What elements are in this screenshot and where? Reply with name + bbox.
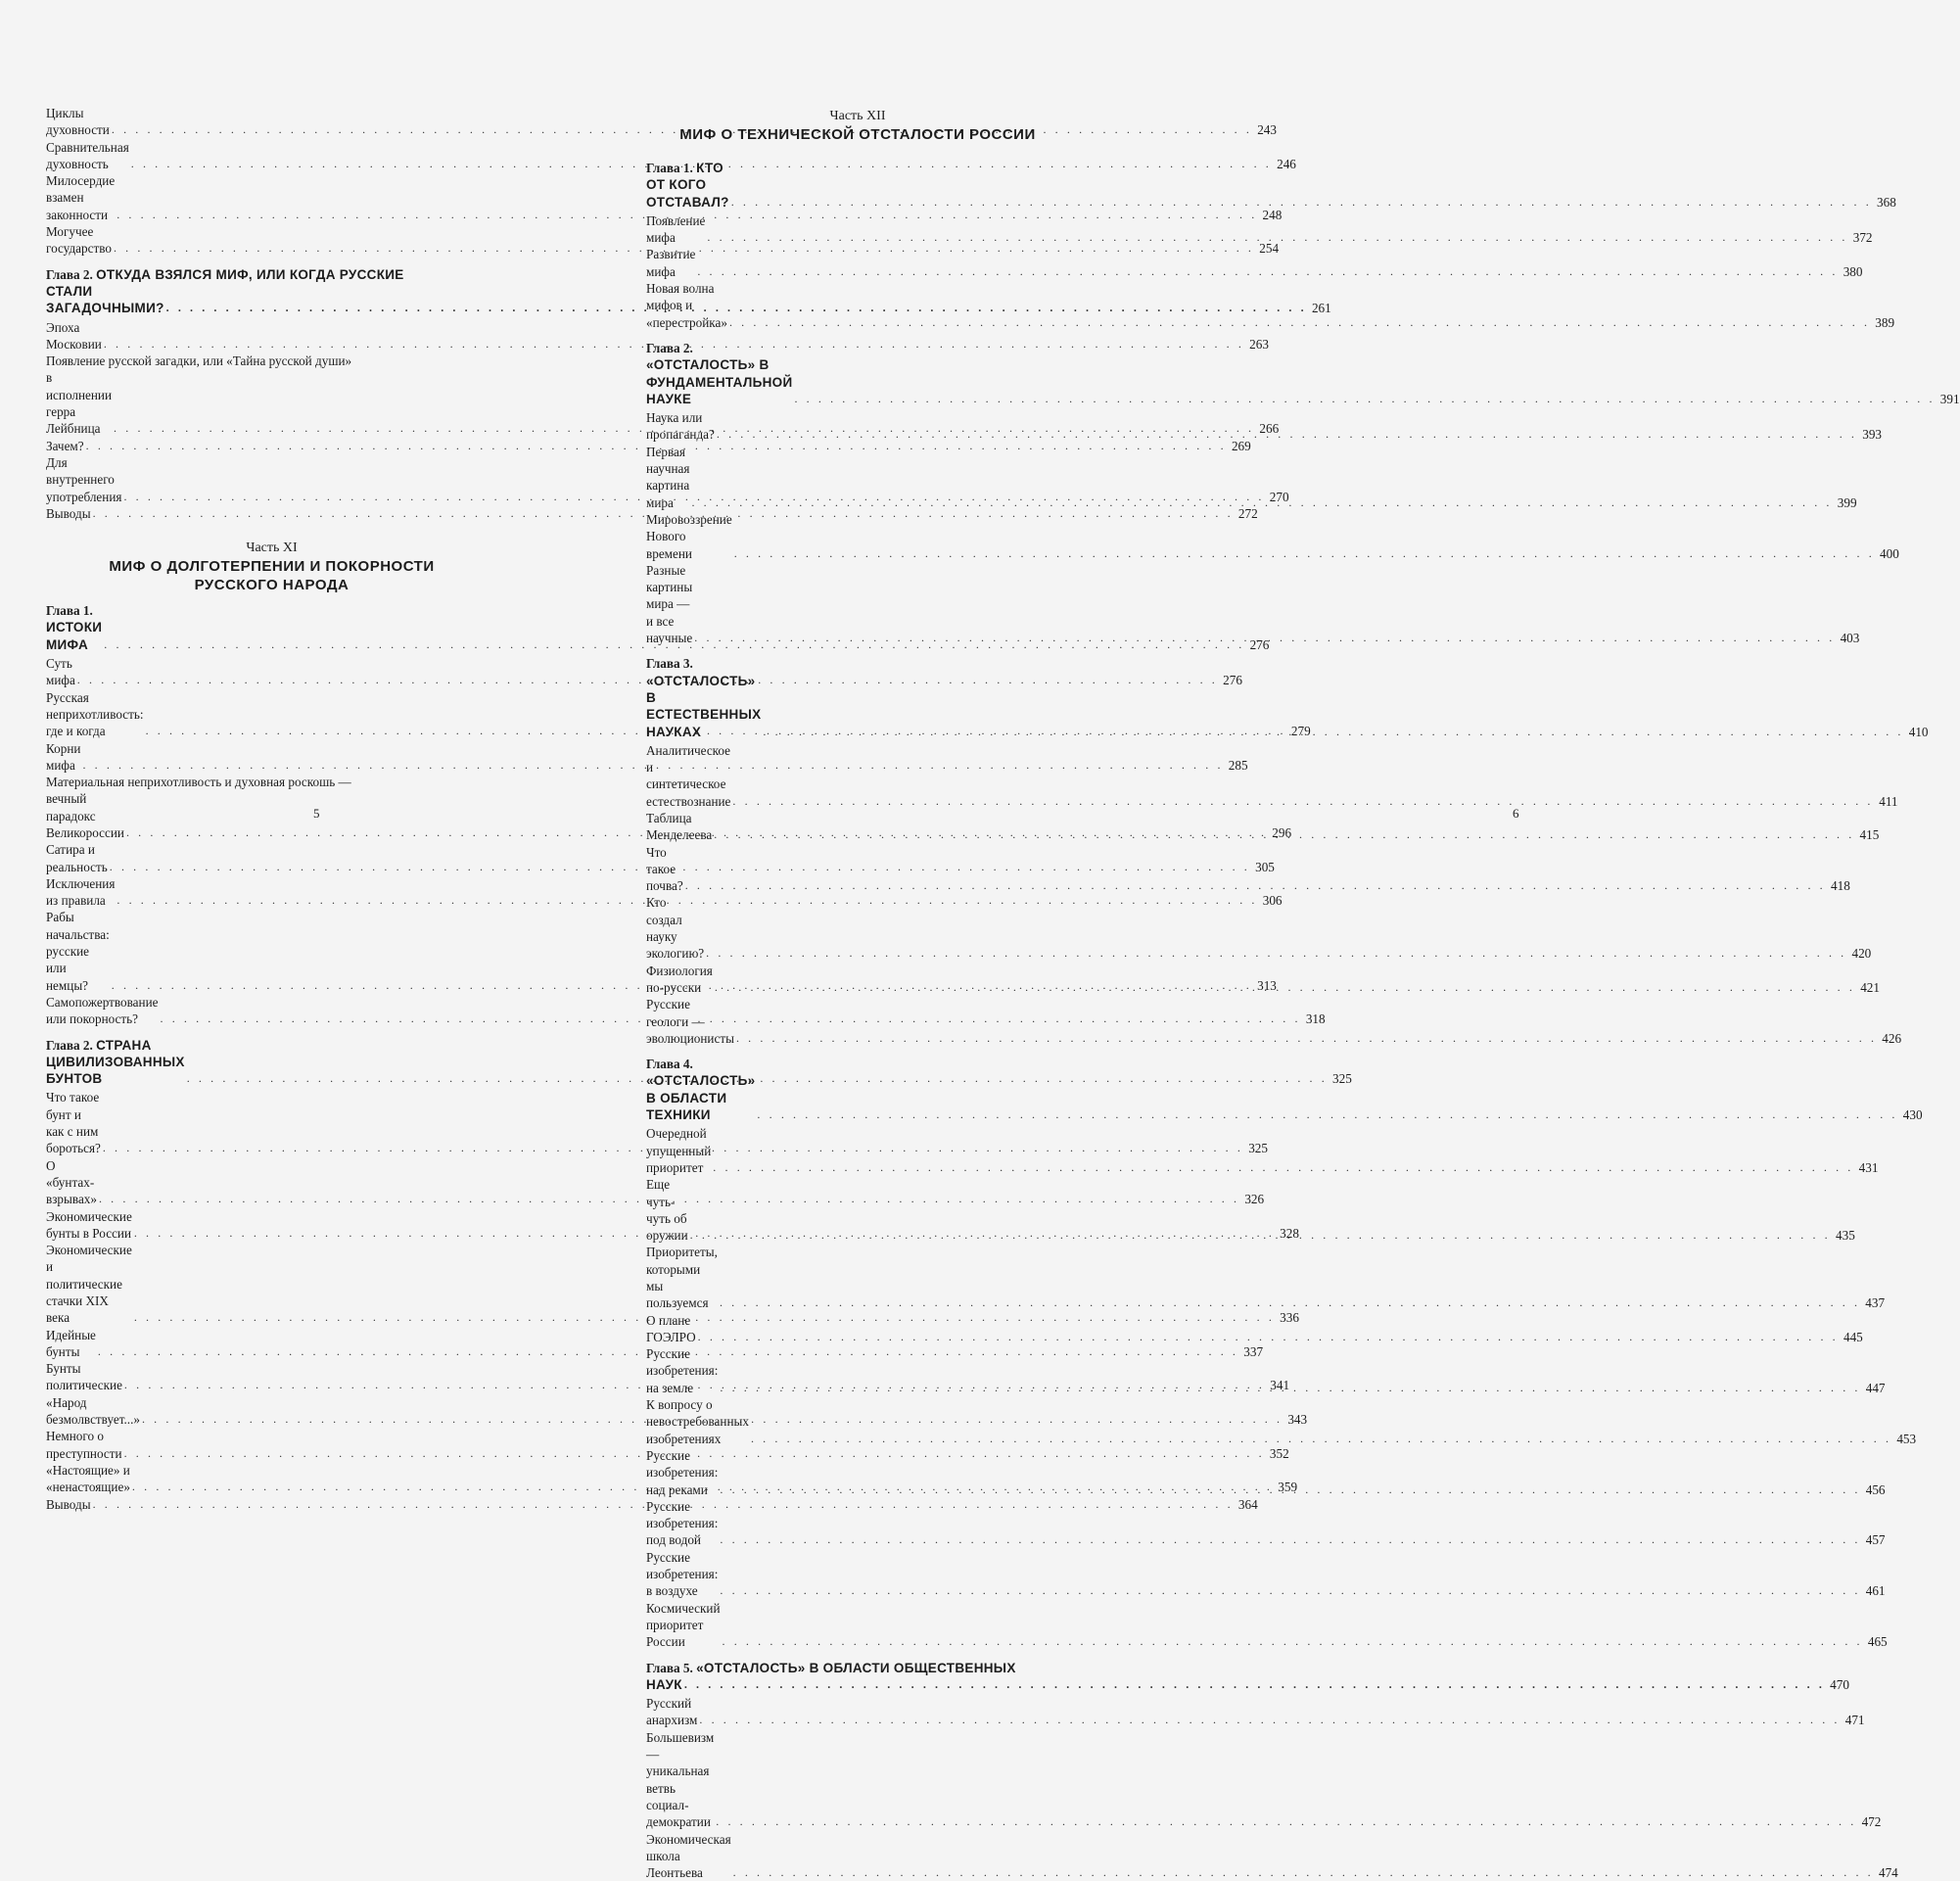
page-number: 266: [1257, 420, 1279, 437]
entry-title: Самопожертвование или покорность?: [46, 994, 159, 1028]
entry-title: Рабы начальства: русские или немцы?: [46, 909, 110, 993]
page-number: 318: [1304, 1011, 1326, 1027]
page-number: 426: [1880, 1030, 1901, 1047]
chapter-heading: [646, 1660, 1069, 1694]
entry-title: О «бунтах-взрывах»: [46, 1157, 97, 1208]
page-number: 269: [1230, 438, 1251, 454]
entry-title: Экономические бунты в России: [46, 1208, 132, 1243]
leader-dots: [731, 194, 1872, 211]
entry-title: О плане ГОЭЛРО: [646, 1312, 696, 1346]
entry-title: Разные картины мира — и все научные: [646, 562, 692, 646]
toc-entry: [646, 894, 1069, 962]
chapter-title-line-1: ОТКУДА ВЗЯЛСЯ МИФ, ИЛИ КОГДА РУССКИЕ: [96, 267, 403, 282]
entry-title: Милосердие взамен законности: [46, 172, 115, 223]
leader-dots: [734, 545, 1875, 562]
toc-entry: [46, 1327, 497, 1361]
toc-entry: [46, 875, 497, 910]
page-number: 243: [1255, 121, 1277, 138]
toc-entry: [46, 909, 497, 993]
page-number: 410: [1907, 724, 1929, 740]
leader-dots: [733, 1864, 1874, 1881]
leader-dots: [794, 391, 1935, 407]
leader-dots: [736, 1030, 1877, 1047]
toc-group: [646, 742, 1069, 1047]
leader-dots: [684, 1676, 1825, 1693]
toc-entry: [46, 1496, 497, 1513]
entry-title: Для внутреннего употребления: [46, 454, 121, 505]
toc-group: [646, 212, 1069, 331]
entry-title: Наука или пропаганда?: [646, 409, 715, 444]
page-number: 380: [1841, 263, 1862, 280]
page-number: 457: [1864, 1531, 1886, 1548]
page-number: 359: [1276, 1479, 1297, 1495]
toc-entry: [646, 1244, 1069, 1311]
page-number: 343: [1285, 1411, 1307, 1428]
page-number: 352: [1268, 1445, 1289, 1462]
toc-group: [646, 1125, 1069, 1650]
chapter-title: «ОТСТАЛОСТЬ» В ЕСТЕСТВЕННЫХ НАУКАХ: [646, 674, 761, 739]
entry-title: Экономические и политические стачки XIX века: [46, 1242, 132, 1326]
page-number: 421: [1858, 979, 1880, 996]
leader-dots: [699, 1712, 1840, 1728]
entry-title: Русские изобретения: на земле: [646, 1345, 718, 1396]
page-number: 471: [1843, 1712, 1865, 1728]
entry-title: Экономическая школа Леонтьева: [646, 1831, 731, 1881]
toc-group: [46, 438, 497, 522]
entry-line-1: Материальная неприхотливость и духовная роскошь —: [46, 774, 497, 790]
toc-entry: [46, 1242, 497, 1326]
entry-title: Русская неприхотливость: где и когда: [46, 689, 144, 740]
entry-line-2: в исполнении герра Лейбница: [46, 369, 112, 437]
toc-entry: [646, 246, 1069, 280]
entry-title: Физиология по-русски: [646, 963, 713, 997]
part-label: Часть XI: [46, 540, 497, 557]
entry-title: Таблица Менделеева: [646, 810, 712, 844]
chapter-heading: [46, 1037, 497, 1088]
leader-dots: [720, 1531, 1860, 1548]
entry-title: Что такое бунт и как с ним бороться?: [46, 1089, 101, 1156]
page-number: 472: [1859, 1813, 1881, 1830]
entry-title: Русский анархизм: [646, 1695, 697, 1729]
chapter-prefix: Глава 2.: [46, 1038, 93, 1053]
chapter-heading: [646, 1056, 1069, 1123]
toc-entry: [46, 105, 497, 139]
toc-entry: [46, 454, 497, 505]
toc-entry: [46, 689, 497, 740]
page-number: 372: [1851, 229, 1873, 246]
entry-line-1: Появление русской загадки, или «Тайна русской души»: [46, 353, 497, 369]
toc-group: [646, 409, 1069, 646]
page-number: 368: [1875, 194, 1896, 211]
chapter-title: СТРАНА ЦИВИЛИЗОВАННЫХ БУНТОВ: [46, 1038, 185, 1087]
entry-title: Что такое почва?: [646, 844, 683, 895]
leader-dots: [691, 494, 1832, 511]
entry-title: Новая волна мифов и «перестройка»: [646, 280, 727, 331]
page-number: 276: [1247, 636, 1269, 653]
page-number: 418: [1829, 877, 1850, 894]
page-number: 461: [1864, 1582, 1886, 1599]
leader-dots: [715, 979, 1855, 996]
page-number: 435: [1834, 1227, 1855, 1244]
chapter-prefix: Глава 3.: [646, 656, 693, 671]
page-number: 325: [1330, 1070, 1352, 1087]
page-number: 306: [1261, 892, 1283, 909]
chapter-title: КТО ОТ КОГО ОТСТАВАЛ?: [646, 161, 729, 210]
leader-dots: [706, 945, 1846, 962]
page-number: 328: [1278, 1225, 1299, 1242]
page-number: 326: [1242, 1191, 1264, 1207]
toc-entry: [646, 1729, 1069, 1831]
entry-title: Русские изобретения: над реками: [646, 1447, 718, 1498]
toc-entry: [46, 1394, 497, 1429]
chapter-heading: [646, 160, 1069, 211]
toc-entry: [646, 1498, 1069, 1549]
entry-title: К вопросу о невостребованных изобретениях: [646, 1396, 749, 1447]
entry-title: «Народ безмолвствует...»: [46, 1394, 140, 1429]
toc-entry: [646, 1176, 1069, 1244]
part-heading: [646, 108, 1069, 144]
toc-entry: [46, 1360, 497, 1394]
page-number: 445: [1842, 1329, 1863, 1345]
page-number: 364: [1237, 1496, 1258, 1513]
toc-entry: [46, 1089, 497, 1156]
toc-entry-multiline: [46, 353, 497, 437]
entry-title: Появление мифа: [646, 212, 705, 247]
toc-entry: [646, 963, 1069, 997]
entry-title: Развитие мифа: [646, 246, 695, 280]
part-title: МИФ О ТЕХНИЧЕСКОЙ ОТСТАЛОСТИ РОССИИ: [646, 125, 1069, 144]
page-number: 456: [1864, 1481, 1886, 1498]
page-number: 431: [1856, 1159, 1878, 1176]
page-number: 470: [1828, 1676, 1849, 1693]
leader-dots: [720, 1294, 1860, 1311]
toc-entry: [646, 996, 1069, 1047]
toc-entry: [46, 740, 497, 775]
toc-group: [646, 1695, 1069, 1881]
page-number: 261: [1310, 300, 1331, 316]
chapter-prefix: Глава 4.: [646, 1057, 693, 1071]
left-toc-column: [46, 105, 497, 1513]
toc-entry: [46, 1462, 497, 1496]
leader-dots: [763, 724, 1903, 740]
entry-title: Русские геологи — эволюционисты: [646, 996, 734, 1047]
toc-entry: [646, 742, 1069, 810]
leader-dots: [720, 1380, 1860, 1396]
entry-title: Немного о преступности: [46, 1428, 122, 1462]
entry-title: Зачем?: [46, 438, 84, 454]
leader-dots: [697, 263, 1838, 280]
entry-title: Выводы: [46, 1496, 91, 1513]
page-number: 279: [1289, 723, 1311, 739]
leader-dots: [751, 1431, 1891, 1447]
page-folio: 6: [1513, 806, 1519, 822]
entry-title: Еще чуть-чуть об оружии: [646, 1176, 688, 1244]
page-number: 254: [1257, 240, 1279, 257]
chapter-prefix: Глава 1.: [46, 603, 93, 618]
part-label: Часть XII: [646, 108, 1069, 125]
toc-entry: [646, 511, 1069, 562]
toc-group-top: [46, 105, 497, 258]
entry-title: Кто создал науку экологию?: [646, 894, 704, 962]
toc-entry: [646, 212, 1069, 247]
entry-title: Исключения из правила: [46, 875, 115, 910]
page-folio: 5: [313, 806, 320, 822]
entry-title: Бунты политические: [46, 1360, 122, 1394]
part-heading: [46, 540, 497, 594]
entry-title: «Настоящие» и «ненастоящие»: [46, 1462, 130, 1496]
page-number: 248: [1260, 207, 1282, 223]
chapter-prefix: Глава 2.: [46, 267, 93, 282]
page-number: 341: [1268, 1377, 1289, 1393]
right-toc-column: [646, 108, 1069, 1881]
entry-title: Корни мифа: [46, 740, 80, 775]
page-number: 465: [1866, 1633, 1888, 1650]
entry-title: Сравнительная духовность: [46, 139, 129, 173]
leader-dots: [713, 1159, 1853, 1176]
page-number: 447: [1864, 1380, 1886, 1396]
part-title-line-2: РУССКОГО НАРОДА: [46, 576, 497, 594]
page-number: 337: [1241, 1343, 1263, 1360]
leader-dots: [729, 314, 1870, 331]
entry-title: Аналитическое и синтетическое естествознание: [646, 742, 730, 810]
page-number: 399: [1836, 494, 1857, 511]
toc-group: [46, 319, 497, 353]
chapter-title-line-2: НАУК: [646, 1676, 682, 1693]
entry-title: Суть мифа: [46, 655, 75, 689]
page-number: 272: [1237, 505, 1258, 522]
entry-line-2: вечный парадокс Великороссии: [46, 790, 124, 841]
toc-entry: [646, 1549, 1069, 1600]
chapter-title: ИСТОКИ МИФА: [46, 620, 102, 651]
page-number: 313: [1255, 977, 1277, 994]
toc-entry: [646, 1396, 1069, 1447]
toc-entry: [646, 1831, 1069, 1881]
entry-title: Выводы: [46, 505, 91, 522]
toc-entry: [46, 841, 497, 875]
toc-entry: [646, 280, 1069, 331]
toc-entry: [46, 319, 497, 353]
entry-title: Русские изобретения: под водой: [646, 1498, 718, 1549]
entry-title: Космический приоритет России: [646, 1600, 721, 1651]
toc-group: [46, 655, 497, 774]
toc-entry: [46, 1428, 497, 1462]
leader-dots: [717, 426, 1857, 443]
page-number: 296: [1270, 824, 1291, 841]
toc-entry: [646, 1345, 1069, 1396]
chapter-heading: [646, 655, 1069, 739]
chapter-prefix: Глава 1.: [646, 161, 693, 175]
leader-dots: [732, 793, 1873, 810]
entry-title: Сатира и реальность: [46, 841, 108, 875]
entry-title: Могучее государство: [46, 223, 112, 258]
toc-entry: [646, 1125, 1069, 1176]
entry-title: Приоритеты, которыми мы пользуемся: [646, 1244, 718, 1311]
toc-entry: [46, 223, 497, 258]
leader-dots: [690, 1227, 1831, 1244]
toc-entry: [646, 444, 1069, 511]
entry-title: Русские изобретения: в воздухе: [646, 1549, 718, 1600]
page-number: 305: [1253, 859, 1275, 875]
chapter-prefix: Глава 2.: [646, 341, 693, 355]
toc-entry: [646, 1447, 1069, 1498]
page-number: 403: [1838, 630, 1859, 646]
page-number: 246: [1275, 156, 1296, 172]
page-number: 474: [1877, 1864, 1898, 1881]
entry-title: Первая научная картина мира: [646, 444, 689, 511]
page-number: 285: [1227, 757, 1248, 774]
page-number: 263: [1247, 336, 1269, 353]
leader-dots: [723, 1633, 1863, 1650]
chapter-heading: [646, 340, 1069, 407]
leader-dots: [716, 1813, 1856, 1830]
page-number: 325: [1246, 1140, 1268, 1156]
toc-entry-multiline: [46, 774, 497, 841]
entry-title: Большевизм — уникальная ветвь социал-демократии: [646, 1729, 714, 1831]
chapter-title-line-1: «ОТСТАЛОСТЬ» В ОБЛАСТИ ОБЩЕСТВЕННЫХ: [696, 1661, 1016, 1675]
leader-dots: [685, 877, 1826, 894]
page-number: 389: [1873, 314, 1894, 331]
leader-dots: [694, 630, 1835, 646]
leader-dots: [707, 229, 1847, 246]
leader-dots: [698, 1329, 1839, 1345]
toc-entry: [646, 1695, 1069, 1729]
entry-title: Очередной упущенный приоритет: [646, 1125, 711, 1176]
chapter-title: «ОТСТАЛОСТЬ» В ОБЛАСТИ ТЕХНИКИ: [646, 1073, 755, 1122]
leader-dots: [720, 1582, 1860, 1599]
leader-dots: [720, 1481, 1860, 1498]
toc-entry: [46, 505, 497, 522]
leader-dots: [757, 1106, 1897, 1123]
toc-entry: [646, 1600, 1069, 1651]
toc-group: [46, 841, 497, 1027]
page-number: 276: [1221, 672, 1242, 688]
toc-entry: [46, 994, 497, 1028]
toc-entry: [46, 438, 497, 454]
toc-entry: [646, 1312, 1069, 1346]
part-title-line-1: МИФ О ДОЛГОТЕРПЕНИИ И ПОКОРНОСТИ: [46, 557, 497, 576]
page-number: 437: [1863, 1294, 1885, 1311]
toc-entry: [46, 1157, 497, 1208]
chapter-heading: [46, 602, 497, 653]
toc-entry: [646, 810, 1069, 844]
page-number: 411: [1877, 793, 1898, 810]
entry-title: Мировоззрение Нового времени: [646, 511, 732, 562]
page-number: 400: [1878, 545, 1899, 562]
chapter-heading: [46, 266, 497, 317]
leader-dots: [714, 826, 1854, 843]
page-number: 453: [1894, 1431, 1916, 1447]
entry-title: Циклы духовности: [46, 105, 110, 139]
page-number: 430: [1901, 1106, 1923, 1123]
chapter-title-line-2: СТАЛИ ЗАГАДОЧНЫМИ?: [46, 283, 164, 317]
page-number: 420: [1849, 945, 1871, 962]
page-number: 270: [1268, 489, 1289, 505]
page-number: 391: [1938, 391, 1960, 407]
toc-entry: [46, 172, 497, 223]
chapter-prefix: Глава 5.: [646, 1661, 693, 1675]
toc-entry: [46, 655, 497, 689]
page-number: 336: [1278, 1309, 1299, 1326]
toc-entry: [646, 409, 1069, 444]
toc-entry: [46, 1208, 497, 1243]
chapter-title: «ОТСТАЛОСТЬ» В ФУНДАМЕНТАЛЬНОЙ НАУКЕ: [646, 357, 792, 406]
entry-title: Идейные бунты: [46, 1327, 96, 1361]
toc-entry: [46, 139, 497, 173]
entry-title: Эпоха Московии: [46, 319, 102, 353]
toc-entry: [646, 844, 1069, 895]
toc-entry: [646, 562, 1069, 646]
toc-group: [46, 1089, 497, 1512]
page-number: 393: [1860, 426, 1882, 443]
page-number: 415: [1857, 826, 1879, 843]
